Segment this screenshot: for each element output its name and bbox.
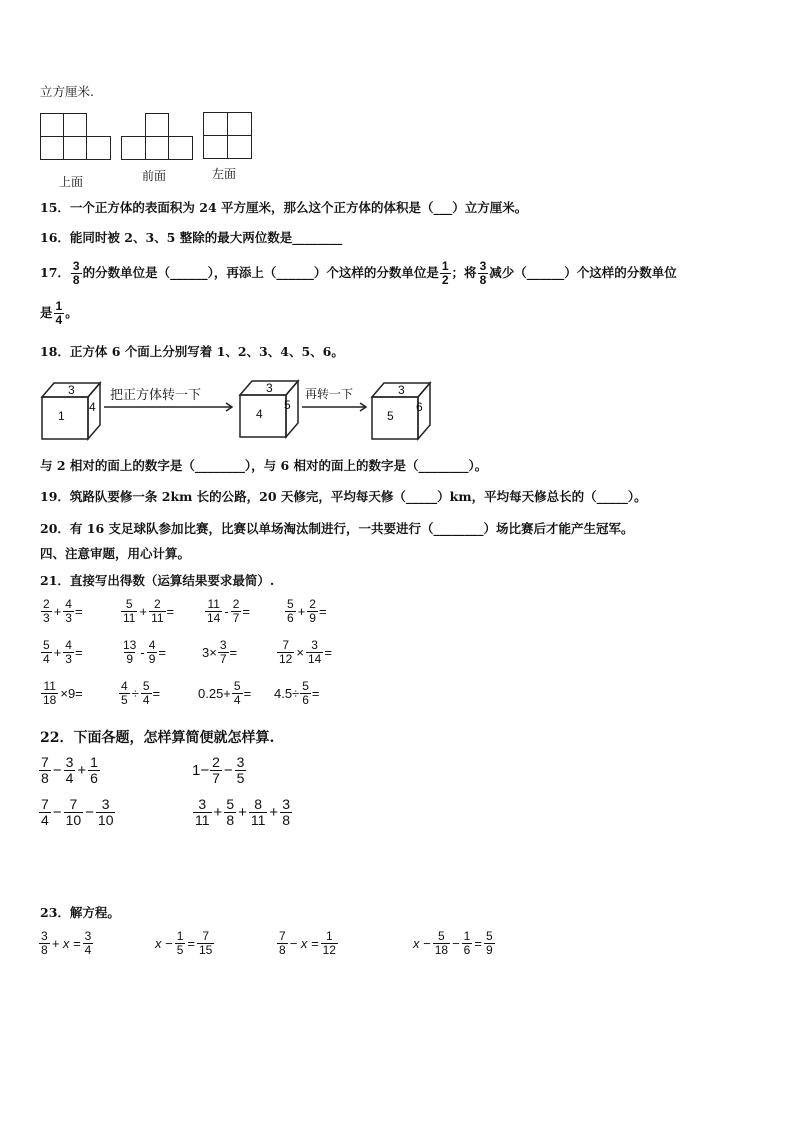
q21-expr-7: 3× $\frac{3}{7}$ = xyxy=(202,638,238,666)
q21-expr-9: $\frac{11}{18}$ ×9= xyxy=(43,679,83,707)
cube3-side: 6 xyxy=(416,400,423,414)
cube2-front: 4 xyxy=(256,407,263,421)
q21-expr-10: $\frac{4}{5}$ ÷ $\frac{5}{4}$ = xyxy=(121,679,161,707)
fraction: $\frac{1}{4}$ xyxy=(55,298,63,327)
q21-expr-3: $\frac{11}{14}$ - $\frac{2}{7}$ = xyxy=(207,597,250,625)
top-view-caption: 上面 xyxy=(59,175,84,189)
cube2-side: 5 xyxy=(284,398,291,412)
q21-expr-8: $\frac{7}{12}$ × $\frac{3}{14}$ = xyxy=(279,638,332,666)
cube1-front: 1 xyxy=(58,409,65,423)
front-view-caption: 前面 xyxy=(142,169,167,183)
q22-expr-2: 1− $\frac{2}{7}$ − $\frac{3}{5}$ xyxy=(192,754,245,786)
q22-expr-1: $\frac{7}{8}$ − $\frac{3}{4}$ + $\frac{1}{6}$ xyxy=(41,754,98,786)
q21-expr-4: $\frac{5}{6}$ + $\frac{2}{9}$ = xyxy=(287,597,327,625)
arrow2-label: 再转一下 xyxy=(305,387,354,401)
q23-equation-2: x − $\frac{1}{5}$ = $\frac{7}{15}$ xyxy=(155,929,213,957)
question-17-cont: 是 $\frac{1}{4}$ 。 xyxy=(40,298,78,327)
question-15: 15．一个正方体的表面积为 24 平方厘米，那么这个正方体的体积是（___）立方厘米。 xyxy=(40,200,528,215)
question-19: 19．筑路队要修一条 2km 长的公路，20 天修完，平均每天修（_____）km，平均每天修总长的（_____）。 xyxy=(40,489,647,504)
q23-equation-3: $\frac{7}{8}$ − x = $\frac{1}{12}$ xyxy=(279,929,336,957)
q21-expr-2: $\frac{5}{11}$ + $\frac{2}{11}$ = xyxy=(123,597,175,625)
fraction: $\frac{3}{8}$ xyxy=(72,258,80,287)
question-17: 17． $\frac{3}{8}$ 的分数单位是（______），再添上（______）个这样的分数单位是 $\frac{1}{2}$ ；将 $\frac{3}{8}$ 减少（______）个这样的分数单位 xyxy=(40,258,677,287)
cube3-front: 5 xyxy=(387,409,394,423)
q23-equation-1: $\frac{3}{8}$ + x = $\frac{3}{4}$ xyxy=(41,929,92,957)
cube3-top: 3 xyxy=(398,383,405,397)
q23-equation-4: x − $\frac{5}{18}$ − $\frac{1}{6}$ = $\frac{5}{9}$ xyxy=(413,929,493,957)
fraction: $\frac{1}{2}$ xyxy=(441,258,449,287)
q21-expr-5: $\frac{5}{4}$ + $\frac{4}{3}$ = xyxy=(43,638,83,666)
q22-expr-3: $\frac{7}{4}$ − $\frac{7}{10}$ − $\frac{3}{10}$ xyxy=(41,796,114,828)
question-20: 20．有 16 支足球队参加比赛，比赛以单场淘汰制进行，一共要进行（________）场比赛后才能产生冠军。 xyxy=(40,521,634,536)
intro-tail: 立方厘米. xyxy=(40,84,94,99)
left-view-caption: 左面 xyxy=(212,167,237,181)
section-4-heading: 四、注意审题，用心计算。 xyxy=(40,546,191,561)
question-18-title: 18．正方体 6 个面上分别写着 1、2、3、4、5、6。 xyxy=(40,344,344,359)
q21-expr-12: 4.5÷ $\frac{5}{6}$ = xyxy=(274,679,320,707)
question-21-title: 21．直接写出得数（运算结果要求最简）. xyxy=(40,573,275,588)
question-23-title: 23．解方程。 xyxy=(40,905,120,920)
q22-expr-4: $\frac{3}{11}$ + $\frac{5}{8}$ + $\frac{8}{11}$ + $\frac{3}{8}$ xyxy=(195,796,290,828)
fraction: $\frac{3}{8}$ xyxy=(479,258,487,287)
cube1-side: 4 xyxy=(89,400,96,414)
question-16: 16．能同时被 2、3、5 整除的最大两位数是________ xyxy=(40,230,343,245)
q21-expr-11: 0.25+ $\frac{5}{4}$ = xyxy=(198,679,252,707)
cube2-top: 3 xyxy=(266,381,273,395)
cube1-top: 3 xyxy=(68,383,75,397)
q21-expr-1: $\frac{2}{3}$ + $\frac{4}{3}$ = xyxy=(43,597,83,625)
question-22-title: 22．下面各题，怎样算简便就怎样算. xyxy=(40,730,275,746)
q21-expr-6: $\frac{13}{9}$ - $\frac{4}{9}$ = xyxy=(123,638,166,666)
arrow1-label: 把正方体转一下 xyxy=(110,388,202,403)
question-18-answer: 与 2 相对的面上的数字是（________），与 6 相对的面上的数字是（________）。 xyxy=(40,458,488,473)
